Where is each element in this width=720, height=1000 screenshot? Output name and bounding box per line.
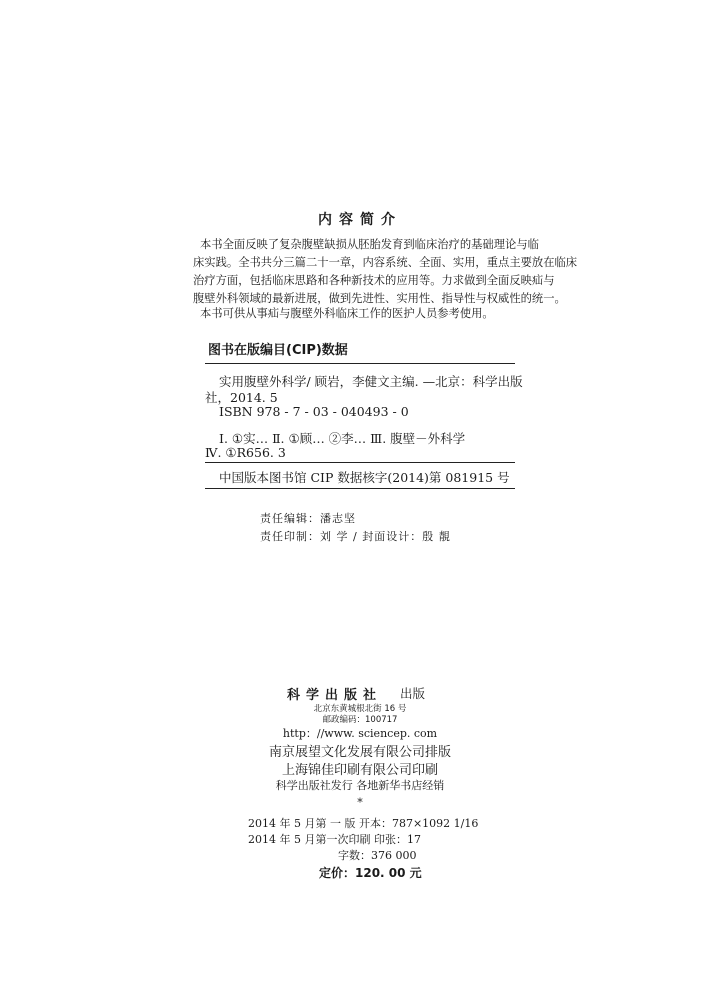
intro-line: 治疗方面，包括临床思路和各种新技术的应用等。力求做到全面反映疝与 [193,274,555,287]
printer: 上海锦佳印刷有限公司印刷 [281,763,438,778]
cip-classification: Ⅰ. ①实… Ⅱ. ①顾… ②李… Ⅲ. 腹壁－外科学 [219,431,466,446]
responsible-editor: 责任编辑：潘志坚 [260,512,356,525]
publisher-postcode: 邮政编码：100717 [322,715,398,725]
cip-record-number: 中国版本图书馆 CIP 数据核字(2014)第 081915 号 [219,470,510,485]
intro-line: 本书可供从事疝与腹壁外科临床工作的医护人员参考使用。 [200,307,494,320]
cip-top-rule [205,363,515,364]
cip-mid-rule [205,462,515,463]
intro-line: 本书全面反映了复杂腹壁缺损从胚胎发育到临床治疗的基础理论与临 [200,238,539,251]
cip-title: 图书在版编目(CIP)数据 [208,343,348,358]
intro-title: 内容简介 [318,212,402,228]
intro-line: 腹壁外科领域的最新进展，做到先进性、实用性、指导性与权威性的统一。 [193,292,566,305]
cip-bottom-rule [205,488,515,489]
publisher-website: http：//www. sciencep. com [282,727,438,740]
publisher-suffix: 出版 [400,686,426,701]
edition-info: 2014 年 5 月第 一 版 开本：787×1092 1/16 [248,817,479,830]
publisher-logo-text: 科学出版社 [287,688,383,703]
print-and-cover-design: 责任印制：刘 学 / 封面设计：殷 靚 [260,530,451,543]
separator-star: * [357,796,363,809]
printing-info: 2014 年 5 月第一次印刷 印张：17 [248,833,421,846]
publisher-address: 北京东黄城根北街 16 号 [313,704,407,714]
cip-title-line: 实用腹壁外科学/ 顾岩，李健文主编. —北京：科学出版 [219,374,523,389]
distribution: 科学出版社发行 各地新华书店经销 [275,779,445,792]
cip-classification-cont: Ⅳ. ①R656. 3 [205,445,286,460]
word-count: 字数：376 000 [338,849,417,862]
cip-title-line-cont: 社，2014. 5 [205,390,278,405]
cip-isbn: ISBN 978 - 7 - 03 - 040493 - 0 [219,404,409,419]
intro-line: 床实践。全书共分三篇二十一章，内容系统、全面、实用，重点主要放在临床 [193,256,578,269]
typesetter: 南京展望文化发展有限公司排版 [268,745,451,760]
price: 定价：120. 00 元 [319,866,422,880]
